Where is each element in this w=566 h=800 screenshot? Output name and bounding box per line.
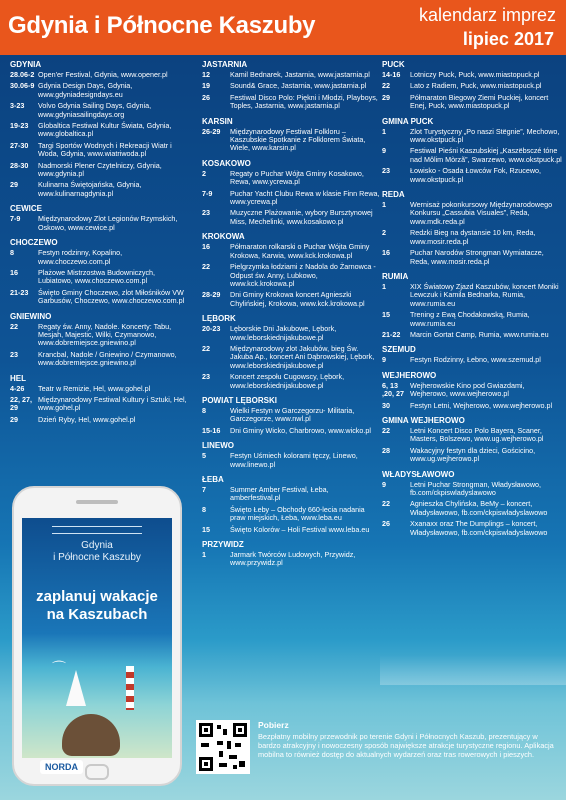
event-item — [202, 373, 380, 390]
event-item — [382, 71, 562, 79]
event-item — [382, 311, 562, 328]
event-item — [382, 128, 562, 145]
event-description: Półmaraton Biegowy Ziemi Puckiej, koncert Enej, Puck, www.miastopuck.pl — [410, 92, 549, 111]
download-title: Pobierz — [258, 720, 289, 730]
event-date: 27-30 — [10, 140, 29, 150]
event-description: Xxanaxx oraz The Dumplings – koncert, Władysławowo, fb.com/ckpiswladyslawowo — [410, 519, 548, 537]
section-title: LĘBORK — [202, 314, 236, 324]
event-description: Letni Koncert Disco Polo Bayera, Scaner, Masters, Bolszewo, www.ug.wejherowo.pl — [410, 425, 544, 444]
event-description: Wernisaż pokonkursowy Międzynarodowego Konkursu „Cassubia Visuales”, Reda, www.mdk.reda.pl — [410, 200, 553, 226]
event-description: Koncert zespołu Cugowscy, Lębork, www.leborskiednijakubowe.pl — [230, 372, 345, 390]
event-description: Dzień Ryby, Hel, www.gohel.pl — [38, 414, 136, 424]
section-title: RUMIA — [382, 271, 409, 281]
event-description: Festyn Uśmiech kolorami tęczy, Linewo, www.linewo.pl — [230, 451, 358, 469]
qr-code-icon[interactable] — [196, 720, 250, 774]
event-description: Półmaraton rolkarski o Puchar Wójta Gminy Krokowa, Karwia, www.kck.krokowa.pl — [230, 242, 370, 260]
event-date: 15-16 — [202, 425, 221, 435]
event-date: 28 — [382, 445, 390, 455]
kashubian-ornament-icon — [52, 526, 142, 534]
sea-wave-decoration — [380, 655, 566, 685]
lighthouse-icon — [126, 666, 134, 710]
event-item — [382, 481, 562, 498]
sealion-image — [62, 714, 120, 756]
event-item — [382, 94, 562, 111]
event-date: 22 — [202, 343, 210, 353]
event-item — [10, 162, 190, 179]
section-title: GDYNIA — [10, 60, 42, 69]
event-item — [382, 249, 562, 266]
event-item — [202, 407, 380, 424]
section-title: POWIAT LĘBORSKI — [202, 395, 277, 405]
event-date: 21-22 — [382, 329, 401, 339]
event-description: Marcin Gortat Camp, Rumia, www.rumia.eu — [410, 329, 549, 339]
event-item — [10, 416, 190, 424]
event-item — [10, 289, 190, 306]
event-item — [10, 122, 190, 139]
event-item — [382, 382, 562, 399]
event-date: 20-23 — [202, 324, 221, 334]
event-description: Letni Puchar Strongman, Władysławowo, fb.com/ckpiswladyslawowo — [410, 479, 542, 497]
event-date: 16 — [382, 248, 390, 258]
event-date: 19-23 — [10, 121, 29, 131]
section-title: PUCK — [382, 60, 405, 69]
event-item — [202, 209, 380, 226]
event-item — [10, 102, 190, 119]
event-date: 7-9 — [10, 214, 21, 224]
event-date: 26 — [382, 519, 390, 529]
event-description: Nadmorski Plener Czytelniczy, Gdynia, www.gdynia.pl — [38, 160, 162, 179]
event-description: Święto Kolorów – Holi Festival www.leba.eu — [230, 524, 370, 534]
event-description: Lato z Radiem, Puck, www.miastopuck.pl — [410, 81, 542, 91]
event-date: 26 — [202, 92, 210, 102]
tagline-line2: na Kaszubach — [46, 606, 148, 623]
event-date: 2 — [202, 168, 206, 178]
event-description: Lotniczy Puck, Puck, www.miastopuck.pl — [410, 70, 540, 79]
event-item — [382, 427, 562, 444]
app-title-line1: Gdynia — [81, 540, 113, 551]
event-item — [10, 142, 190, 159]
event-item — [382, 283, 562, 308]
event-description: Regaty św. Anny, Nadole. Koncerty: Tabu, Mesjah, Majestic, Wilki, Czymanowo, www.dobremiejsce.gniewino.pl — [38, 321, 172, 348]
event-description: Regaty o Puchar Wójta Gminy Kosakowo, Rewa, www.ycrewa.pl — [230, 168, 364, 187]
event-description: Volvo Gdynia Sailing Days, Gdynia, www.gdyniasailingdays.org — [38, 101, 152, 119]
event-description: Święto Łeby – Obchody 660-lecia nadania praw miejskich, Łeba, www.leba.eu — [230, 504, 365, 523]
event-description: Dni Gminy Krokowa koncert Agnieszki Chylińskiej, Krokowa, www.kck.krokowa.pl — [230, 290, 365, 308]
event-date: 8 — [202, 405, 206, 415]
event-item — [202, 345, 380, 370]
event-date: 1 — [382, 200, 386, 210]
event-item — [202, 94, 380, 111]
event-item — [10, 351, 190, 368]
event-item — [10, 385, 190, 393]
event-date: 8 — [10, 248, 14, 258]
event-description: Jarmark Twórców Ludowych, Przywidz, www.przywidz.pl — [230, 550, 356, 568]
event-item — [382, 356, 562, 364]
event-date: 30 — [382, 400, 390, 410]
event-description: Sound& Grace, Jastarnia, www.jastarnia.pl — [230, 81, 367, 91]
event-description: Puchar Narodów Strongman Wymiatacze, Reda, www.mosir.reda.pl — [410, 248, 544, 266]
event-description: Krancbal, Nadole / Gniewino / Czymanowo, www.dobremiejsce.gniewino.pl — [38, 349, 177, 368]
page-title: Gdynia i Północne Kaszuby — [8, 12, 316, 39]
section-title: CEWICE — [10, 204, 42, 214]
event-item — [202, 427, 380, 435]
event-date: 16 — [10, 267, 18, 277]
event-date: 29 — [10, 414, 18, 424]
event-date: 16 — [202, 242, 210, 252]
event-date: 8 — [202, 504, 206, 514]
event-description: Globaltica Festiwal Kultur Świata, Gdynia, www.globaltica.pl — [38, 121, 172, 139]
event-description: Festiwal Disco Polo: Piękni i Młodzi, Playboys, Toples, Jastarnia, www.jastarnia.pl — [230, 92, 378, 111]
event-description: Święto Gminy Choczewo, zlot Miłośników VW Garbusów, Choczewo, www.choczewo.com.pl — [38, 287, 185, 306]
event-description: Puchar Yacht Clubu Rewa w klasie Finn Rewa, www.ycrewa.pl — [230, 188, 380, 207]
event-item — [10, 71, 190, 79]
section-title: SZEMUD — [382, 345, 416, 355]
event-item — [202, 551, 380, 568]
event-date: 23 — [10, 349, 18, 359]
event-date: 9 — [382, 355, 386, 365]
event-item — [10, 181, 190, 198]
event-description: Muzyczne Plażowanie, wybory Bursztynowej Miss, Mechelinki, www.kosakowo.pl — [230, 208, 373, 226]
event-item — [382, 229, 562, 246]
sailboat-icon — [66, 670, 86, 706]
section-title: ŁEBA — [202, 475, 224, 484]
event-date: 23 — [202, 208, 210, 218]
event-item — [10, 215, 190, 232]
month-label: lipiec 2017 — [462, 29, 554, 49]
event-description: Międzynarodowy zlot Jakubów, bieg Św. Jakuba Ap., koncert Ani Dąbrowskiej, Lębork, www.leborskiednijakubowe.pl — [230, 343, 375, 370]
event-date: 12 — [202, 70, 210, 79]
event-date: 22 — [202, 262, 210, 272]
event-item — [202, 243, 380, 260]
tagline-line1: zaplanuj wakacje — [36, 588, 158, 605]
event-date: 22 — [382, 81, 390, 91]
event-description: Redzki Bieg na dystansie 10 km, Reda, www.mosir.reda.pl — [410, 228, 536, 246]
event-item — [202, 452, 380, 469]
app-title-line2: i Północne Kaszuby — [53, 552, 141, 563]
event-item — [10, 82, 190, 99]
event-description: Kulinarna Świętojańska, Gdynia, www.kulinarnagdynia.pl — [38, 180, 142, 198]
event-item — [202, 506, 380, 523]
event-description: Międzynarodowy Festiwal Folkloru – Kaszubskie Spotkanie z Folklorem Świata, Wiele, www.karsin.pl — [230, 126, 366, 153]
phone-speaker — [76, 500, 118, 504]
event-date: 6, 13 ,20, 27 — [382, 380, 404, 399]
section-title: GMINA WEJHEROWO — [382, 415, 465, 425]
event-description: Wakacyjny festyn dla dzieci, Gościcino, www.ug.wejherowo.pl — [410, 445, 536, 464]
section-title: KROKOWA — [202, 232, 245, 242]
event-date: 5 — [202, 451, 206, 461]
event-date: 1 — [202, 550, 206, 560]
event-item — [10, 323, 190, 348]
event-item — [382, 500, 562, 517]
event-date: 7-9 — [202, 188, 213, 198]
section-title: KOSAKOWO — [202, 158, 251, 168]
event-item — [202, 190, 380, 207]
event-description: Festyn Rodzinny, Łebno, www.szemud.pl — [410, 355, 541, 365]
event-description: Międzynarodowy Festiwal Kultury i Sztuki, Hel, www.gohel.pl — [38, 394, 187, 413]
event-description: Wielki Festyn w Garczegorzu- Militaria, Garczegorze, www.nwl.pl — [230, 405, 355, 424]
event-description: Summer Amber Festival, Łeba, amberfestival.pl — [230, 485, 329, 503]
event-description: Wejherowskie Kino pod Gwiazdami, Wejherowo, www.wejherowo.pl — [410, 380, 525, 399]
event-description: Trening z Ewą Chodakowską, Rumia, www.rumia.eu — [410, 310, 530, 328]
event-date: 26-29 — [202, 126, 221, 136]
event-date: 19 — [202, 81, 210, 91]
event-item — [382, 167, 562, 184]
event-date: 21-23 — [10, 287, 29, 297]
event-item — [202, 263, 380, 288]
norda-logo: NORDA — [40, 760, 83, 774]
event-description: Agnieszka Chylińska, BeMy – koncert, Władysławowo, fb.com/ckpiswladyslawowo — [410, 499, 548, 517]
event-item — [382, 147, 562, 164]
section-title: PRZYWIDZ — [202, 540, 244, 550]
event-date: 22, 27, 29 — [10, 394, 32, 413]
section-title: WEJHEROWO — [382, 370, 437, 380]
event-item — [382, 331, 562, 339]
event-description: XIX Światowy Zjazd Kaszubów, koncert Moniki Lewczuk i Kamila Bednarka, Rumia, www.rumia.eu — [410, 281, 559, 308]
event-description: Targi Sportów Wodnych i Rekreacji Wiatr i Woda, Gdynia, www.wiatriwoda.pl — [38, 140, 172, 159]
event-item — [382, 201, 562, 226]
event-item — [202, 325, 380, 342]
event-date: 28.06-2 — [10, 70, 35, 79]
event-date: 9 — [382, 479, 386, 489]
event-description: Teatr w Remizie, Hel, www.gohel.pl — [38, 383, 151, 393]
event-date: 22 — [10, 321, 18, 331]
phone-mockup — [12, 486, 182, 786]
event-date: 4-26 — [10, 383, 25, 393]
event-description: Dni Gminy Wicko, Charbrowo, www.wicko.pl — [230, 425, 371, 435]
event-item — [202, 128, 380, 153]
event-description: Lęborskie Dni Jakubowe, Lębork, www.leborskiednijakubowe.pl — [230, 324, 337, 342]
section-title: LINEWO — [202, 441, 234, 451]
section-title: HEL — [10, 373, 26, 383]
events-column-1 — [10, 60, 190, 427]
event-date: 28-30 — [10, 160, 29, 170]
event-date: 15 — [202, 524, 210, 534]
header-banner — [0, 0, 566, 55]
event-item — [382, 447, 562, 464]
event-description: Międzynarodowy Zlot Legionów Rzymskich, Oskowo, www.cewice.pl — [38, 214, 178, 232]
event-item — [10, 396, 190, 413]
event-date: 23 — [202, 372, 210, 382]
event-date: 29 — [382, 92, 390, 102]
event-item — [382, 520, 562, 537]
event-description: Festyn Letni, Wejherowo, www.wejherowo.pl — [410, 400, 553, 410]
event-description: Zlot Turystyczny „Po naszi Stëgnie”, Mechowo, www.okstpuck.pl — [410, 126, 560, 145]
seagull-icon: ⌒ — [52, 660, 66, 676]
section-title: REDA — [382, 190, 405, 200]
events-column-2 — [202, 60, 380, 571]
event-date: 15 — [382, 310, 390, 320]
event-date: 14-16 — [382, 70, 401, 79]
app-tagline — [22, 588, 172, 624]
event-date: 22 — [382, 425, 390, 435]
event-description: Pielgrzymka łodziami z Nadola do Żarnowca - Odpust św. Anny, Lubkowo, www.kck.krokowa.pl — [230, 262, 376, 288]
event-item — [202, 526, 380, 534]
event-item — [202, 82, 380, 90]
event-description: Festyn rodzinny, Kopalino, www.choczewo.com.pl — [38, 248, 123, 266]
event-date: 3-23 — [10, 101, 25, 111]
section-title: WŁADYSŁAWOWO — [382, 469, 455, 479]
event-description: Łowisko - Osada Łowców Fok, Rzucewo, www.okstpuck.pl — [410, 166, 542, 184]
download-app-box — [196, 720, 558, 794]
event-item — [10, 269, 190, 286]
event-item — [382, 402, 562, 410]
section-title: GNIEWINO — [10, 311, 52, 321]
event-date: 1 — [382, 126, 386, 136]
event-date: 2 — [382, 228, 386, 238]
section-title: JASTARNIA — [202, 60, 248, 69]
event-date: 7 — [202, 485, 206, 494]
event-date: 9 — [382, 146, 386, 156]
event-description: Kamil Bednarek, Jastarnia, www.jastarnia.pl — [230, 70, 370, 79]
calendar-label: kalendarz imprez — [418, 5, 556, 25]
section-title: KARSIN — [202, 116, 233, 126]
event-item — [202, 486, 380, 503]
event-description: Gdynia Design Days, Gdynia, www.gdyniadesigndays.eu — [38, 81, 133, 99]
event-description: Festiwal Pieśni Kaszubskiej „Kaszëbsczé tóne nad Môlim Mòrzã”, Swarzewo, www.okstpuck.pl — [410, 146, 562, 164]
event-date: 28-29 — [202, 290, 221, 300]
section-title: GMINA PUCK — [382, 116, 434, 126]
event-date: 23 — [382, 166, 390, 176]
phone-home-button — [85, 764, 109, 780]
event-date: 1 — [382, 281, 386, 291]
event-item — [382, 82, 562, 90]
events-column-3 — [382, 60, 562, 540]
event-item — [202, 71, 380, 79]
event-date: 29 — [10, 180, 18, 190]
phone-screen — [22, 518, 172, 758]
section-title: CHOCZEWO — [10, 238, 58, 248]
event-date: 22 — [382, 499, 390, 509]
event-description: Open'er Festival, Gdynia, www.opener.pl — [38, 70, 168, 79]
event-item — [202, 291, 380, 308]
app-title — [22, 540, 172, 564]
event-item — [10, 249, 190, 266]
download-description: Bezpłatny mobilny przewodnik po terenie Gdyni i Północnych Kaszub, prezentujący w bardzo atrakcyjny i nowoczesny sposób największe atrakcje turystyczne regionu. Aplikacja mobilna to również dostęp do aktualnych wydarzeń oraz tras rowerowych i pieszych. — [258, 732, 554, 759]
event-description: Plażowe Mistrzostwa Budowniczych, Lubiatowo, www.choczewo.com.pl — [38, 267, 156, 286]
event-date: 30.06-9 — [10, 81, 35, 91]
event-item — [202, 170, 380, 187]
